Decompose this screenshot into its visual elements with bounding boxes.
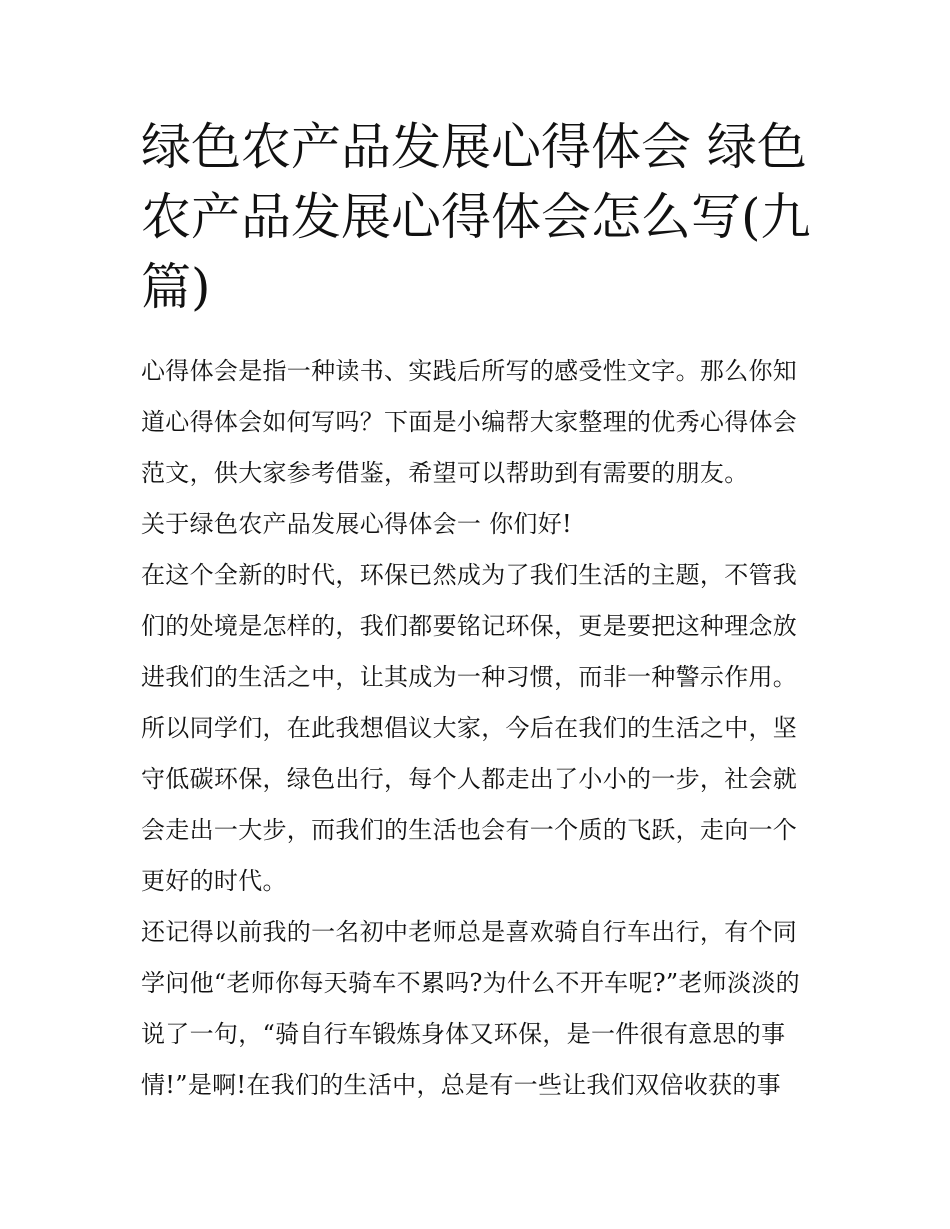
body-paragraph-1: 在这个全新的时代，环保已然成为了我们生活的主题，不管我们的处境是怎样的，我们都要铭记环保，更是要把这种理念放进我们的生活之中，让其成为一种习惯，而非一种警示作用。 [141, 561, 798, 691]
document-content [141, 112, 821, 1111]
body-paragraph-3: 还记得以前我的一名初中老师总是喜欢骑自行车出行，有个同学问他“老师你每天骑车不累吗?为什么不开车呢?”老师淡淡的说了一句，“骑自行车锻炼身体又环保，是一件很有意思的事情!”是啊!在我们的生活中，总是有一些让我们双倍收获的事 [141, 918, 800, 1099]
body-paragraph-2: 所以同学们，在此我想倡议大家，今后在我们的生活之中，坚守低碳环保，绿色出行，每个人都走出了小小的一步，社会就会走出一大步，而我们的生活也会有一个质的飞跃，走向一个更好的时代。 [141, 714, 798, 895]
intro-paragraph: 心得体会是指一种读书、实践后所写的感受性文字。那么你知道心得体会如何写吗？下面是小编帮大家整理的优秀心得体会范文，供大家参考借鉴，希望可以帮助到有需要的朋友。 [141, 357, 798, 487]
section-heading-paragraph: 关于绿色农产品发展心得体会一 你们好! [141, 510, 572, 538]
document-title: 绿色农产品发展心得体会 绿色农产品发展心得体会怎么写(九篇) [141, 118, 811, 316]
